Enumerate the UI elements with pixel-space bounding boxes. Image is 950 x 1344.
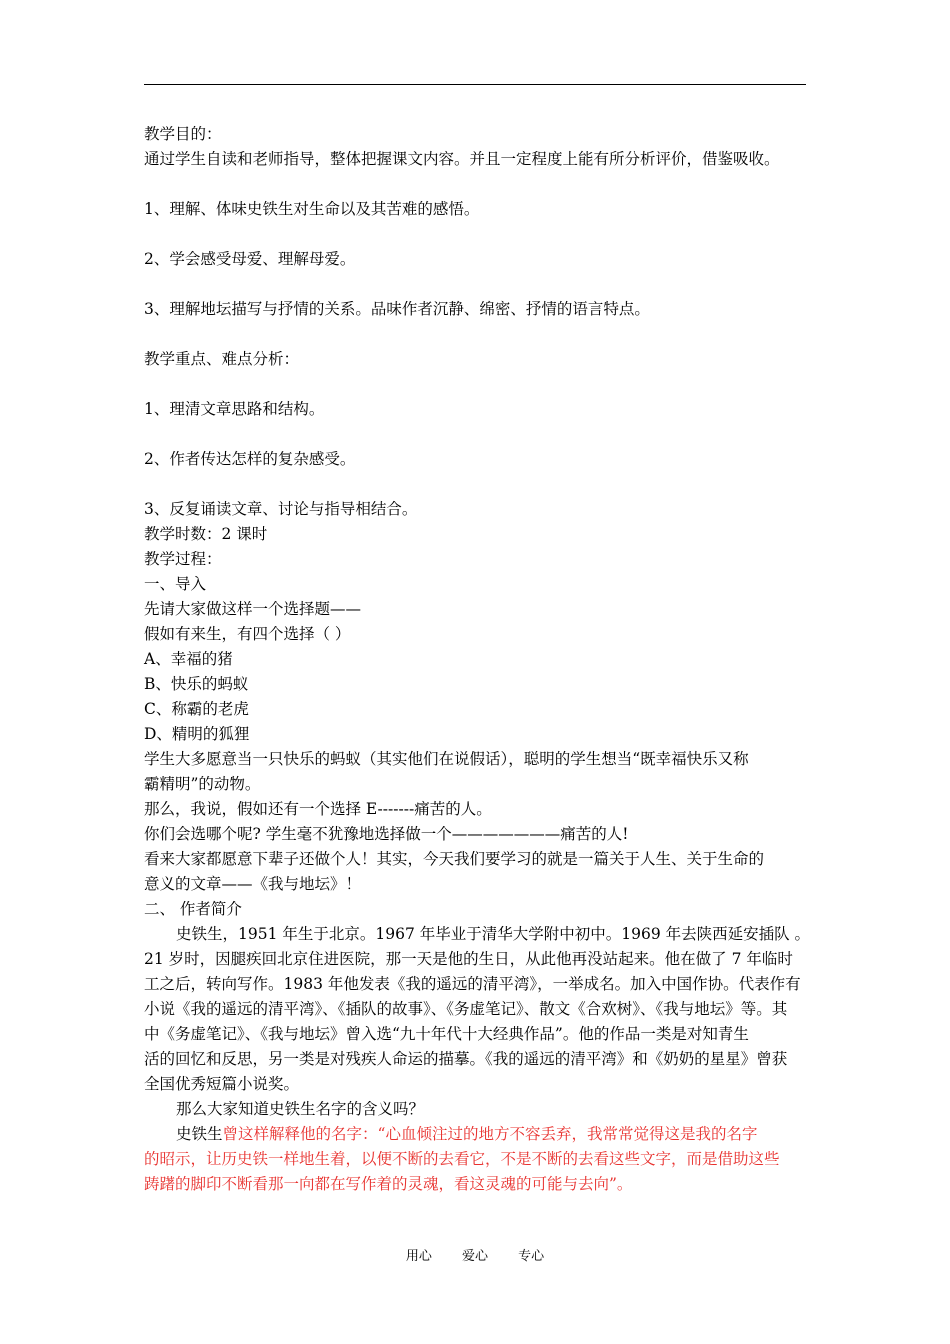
option-d: D、精明的狐狸 — [144, 725, 250, 743]
goal-heading: 教学目的： — [144, 125, 222, 143]
bio-line: 史铁生，1951 年生于北京。1967 年毕业于清华大学附中初中。1969 年去陕西延安插队 。 — [176, 925, 811, 943]
key-item-2: 2、作者传达怎样的复杂感受。 — [144, 450, 356, 468]
section-heading-intro: 一、导入 — [144, 575, 207, 593]
quote-line: 的昭示，让历史铁一样地生着，以便不断的去看它，不是不断的去看这些文字，而是借助这些 — [144, 1150, 780, 1168]
intro-line: 假如有来生，有四个选择（ ） — [144, 625, 351, 643]
goal-item-1: 1、理解、体味史铁生对生命以及其苦难的感悟。 — [144, 200, 480, 218]
quote-author: 史铁生 — [176, 1125, 223, 1143]
intro-line: 先请大家做这样一个选择题—— — [144, 600, 362, 618]
quote-line — [144, 1122, 808, 1147]
bio-line: 中《务虚笔记》、《我与地坛》曾入选“九十年代十大经典作品”。他的作品一类是对知青生 — [144, 1025, 749, 1043]
student-answer-line: 霸精明”的动物。 — [144, 775, 261, 793]
goal-item-3: 3、理解地坛描写与抒情的关系。品味作者沉静、绵密、抒情的语言特点。 — [144, 300, 650, 318]
key-item-3: 3、反复诵读文章、讨论与指导相结合。 — [144, 500, 418, 518]
key-heading: 教学重点、难点分析： — [144, 350, 300, 368]
topic-line: 看来大家都愿意下辈子还做个人！其实，今天我们要学习的就是一篇关于人生、关于生命的 — [144, 850, 765, 868]
process-heading: 教学过程： — [144, 550, 222, 568]
page-footer — [0, 1247, 950, 1267]
option-a: A、幸福的猪 — [144, 650, 233, 668]
bio-line: 小说《我的遥远的清平湾》、《插队的故事》、《务虚笔记》、散文《合欢树》、《我与地坛》等。其 — [144, 1000, 788, 1018]
section-heading-author: 二、 作者简介 — [144, 900, 242, 918]
bio-line: 全国优秀短篇小说奖。 — [144, 1075, 300, 1093]
choice-line: 你们会选哪个呢? 学生毫不犹豫地选择做一个———————痛苦的人! — [144, 825, 629, 843]
goal-item-2: 2、学会感受母爱、理解母爱。 — [144, 250, 356, 268]
footer-word: 用心 — [405, 1249, 432, 1264]
footer-word: 专心 — [518, 1249, 545, 1264]
option-b: B、快乐的蚂蚁 — [144, 675, 249, 693]
header-rule — [144, 84, 806, 85]
goal-text: 通过学生自读和老师指导，整体把握课文内容。并且一定程度上能有所分析评价，借鉴吸收。 — [144, 150, 780, 168]
bio-line: 21 岁时，因腿疾回北京住进医院，那一天是他的生日，从此他再没站起来。他在做了 7 年临时 — [144, 950, 793, 968]
teaching-hours: 教学时数：2 课时 — [144, 525, 268, 543]
document-body — [144, 122, 811, 1197]
student-answer-line: 学生大多愿意当一只快乐的蚂蚁（其实他们在说假话），聪明的学生想当“既幸福快乐又称 — [144, 750, 749, 768]
quote-line: 踌躇的脚印不断看那一向都在写作着的灵魂，看这灵魂的可能与去向”。 — [144, 1175, 633, 1193]
quote-text: 曾这样解释他的名字：“心血倾注过的地方不容丢弃，我常常觉得这是我的名字 — [222, 1125, 758, 1143]
bio-line: 工之后，转向写作。1983 年他发表《我的遥远的清平湾》，一举成名。加入中国作协。代表作有 — [144, 975, 801, 993]
option-e: 那么，我说，假如还有一个选择 E-------痛苦的人。 — [144, 800, 492, 818]
option-c: C、称霸的老虎 — [144, 700, 249, 718]
key-item-1: 1、理清文章思路和结构。 — [144, 400, 325, 418]
name-question: 那么大家知道史铁生名字的含义吗？ — [176, 1100, 425, 1118]
bio-line: 活的回忆和反思，另一类是对残疾人命运的描摹。《我的遥远的清平湾》和《奶奶的星星》曾获 — [144, 1050, 788, 1068]
footer-word: 爱心 — [461, 1249, 488, 1264]
topic-line: 意义的文章——《我与地坛》！ — [144, 875, 362, 893]
